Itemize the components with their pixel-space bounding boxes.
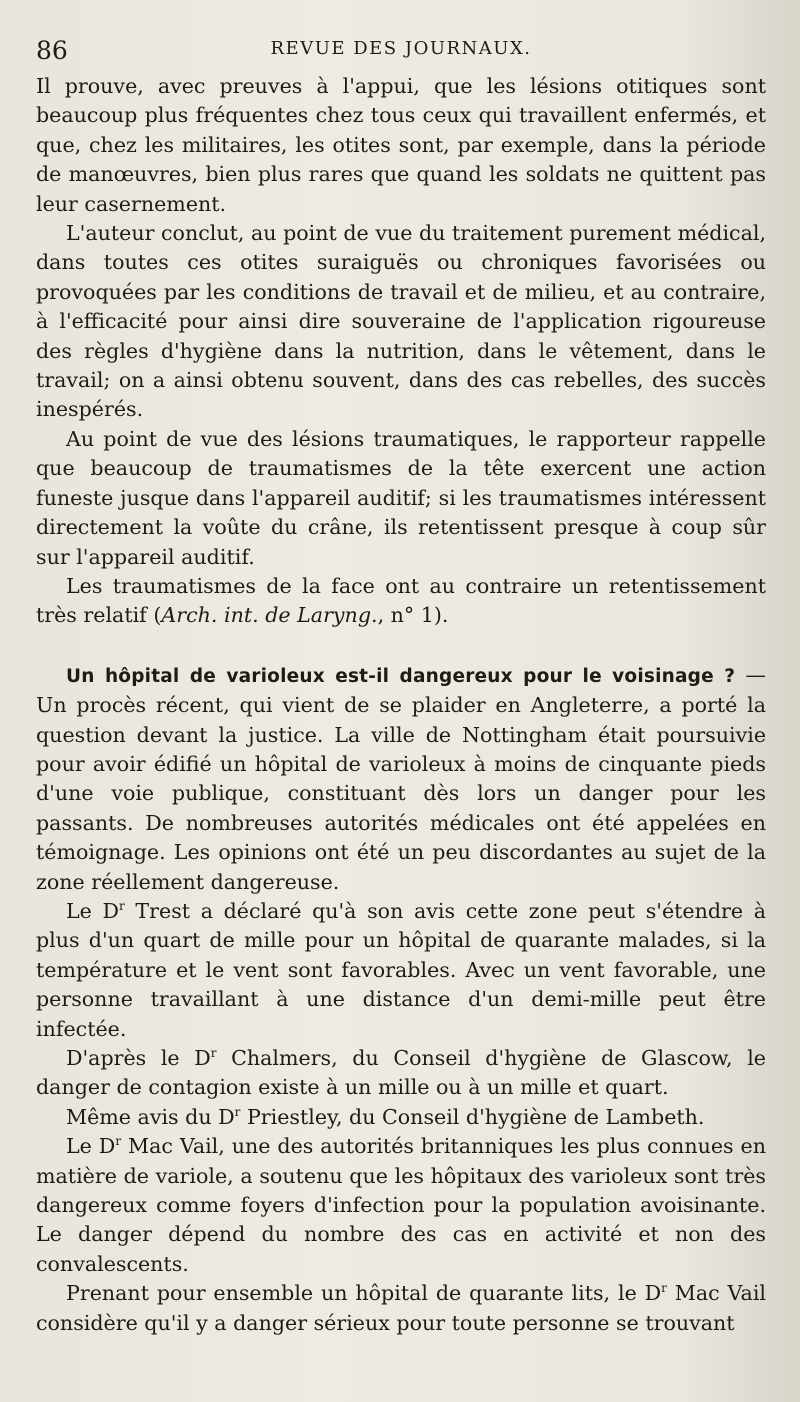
chalmers-sup: r xyxy=(210,1046,217,1061)
priestley-post: Priestley, du Conseil d'hygiène de Lambeth. xyxy=(240,1104,705,1129)
final-post: Mac Vail considère qu'il y a danger sérieux pour toute personne se trouvant xyxy=(36,1281,766,1335)
paragraph-dr-trest xyxy=(36,897,766,1044)
final-sup: r xyxy=(661,1281,667,1296)
page-number: 86 xyxy=(36,36,68,65)
macvail-post: Mac Vail, une des autorités britanniques les plus connues en matière de variole, a soutenu que les hôpitaux des varioleux sont très dangereux comme foyers d'infection pour la population avoisinante. Le danger dépend du nombre des cas en activité et non des convalescents. xyxy=(36,1134,766,1276)
paragraph-dr-mac-vail xyxy=(36,1132,766,1279)
macvail-pre: Le D xyxy=(66,1134,116,1159)
paragraph-author-conclusion: L'auteur conclut, au point de vue du traitement purement médical, dans toutes ces otites suraiguës ou chroniques favorisées ou provoquées par les conditions de travail et de milieu, et au contraire, à l'efficacité pour ainsi dire souveraine de l'application rigoureuse des règles d'hygiène dans la nutrition, dans le vêtement, dans le travail; on a ainsi obtenu souvent, dans des cas rebelles, des succès inespérés. xyxy=(36,221,766,422)
chalmers-post: Chalmers, du Conseil d'hygiène de Glascow, le danger de contagion existe à un mille ou à un mille et quart. xyxy=(36,1046,766,1100)
paragraph-otitis-prevalence: Il prouve, avec preuves à l'appui, que les lésions otitiques sont beaucoup plus fréquentes chez tous ceux qui travaillent enfermés, et que, chez les militaires, les otites sont, par exemple, dans la période de manœuvres, bien plus rares que quand les soldats ne quittent pas leur casernement. xyxy=(36,74,766,216)
journal-reference: Arch. int. de Laryng. xyxy=(161,603,378,628)
priestley-pre: Même avis du D xyxy=(66,1104,235,1129)
trest-post: Trest a déclaré qu'à son avis cette zone peut s'étendre à plus d'un quart de mille pour un hôpital de quarante malades, si la température et le vent sont favorables. Avec un vent favorable, une personne travaillant à une distance d'un demi-mille peut être infectée. xyxy=(36,898,766,1041)
priestley-sup: r xyxy=(234,1104,241,1119)
page-header xyxy=(36,32,766,72)
face-trauma-text: Les traumatismes de la face ont au contraire un retentissement très relatif ( xyxy=(36,573,766,628)
paragraph-traumatic-lesions: Au point de vue des lésions traumatiques, le rapporteur rappelle que beaucoup de traumatismes de la tête exercent une action funeste jusque dans l'appareil auditif; si les traumatismes intéressent directement la voûte du crâne, ils retentissent presque à coup sûr sur l'appareil auditif. xyxy=(36,426,766,569)
article-lead-paragraph xyxy=(36,661,766,897)
article-lead-text: — Un procès récent, qui vient de se plaider en Angleterre, a porté la question devant la justice. La ville de Nottingham était poursuivie pour avoir édifié un hôpital de varioleux à moins de cinquante pieds d'une voie publique, constituant dès lors un danger pour les passants. De nombreuses autorités médicales ont été appelées en témoignage. Les opinions ont été un peu discordantes au sujet de la zone réellement dangereuse. xyxy=(36,662,767,894)
final-pre: Prenant pour ensemble un hôpital de quarante lits, le D xyxy=(66,1281,662,1306)
chalmers-pre: D'après le D xyxy=(66,1046,211,1070)
macvail-sup: r xyxy=(115,1134,122,1149)
paragraph-dr-priestley xyxy=(36,1103,766,1132)
paragraph-dr-chalmers xyxy=(36,1044,766,1103)
trest-sup: r xyxy=(119,899,125,914)
paragraph-forty-beds xyxy=(36,1279,766,1338)
trest-pre: Le D xyxy=(66,898,120,923)
running-head: REVUE DES JOURNAUX. xyxy=(270,38,532,59)
paragraph-face-trauma xyxy=(36,572,766,631)
article-title: Un hôpital de varioleux est-il dangereux pour le voisinage ? xyxy=(66,665,736,687)
reference-tail: , n° 1). xyxy=(377,603,449,628)
section-gap xyxy=(36,631,766,661)
